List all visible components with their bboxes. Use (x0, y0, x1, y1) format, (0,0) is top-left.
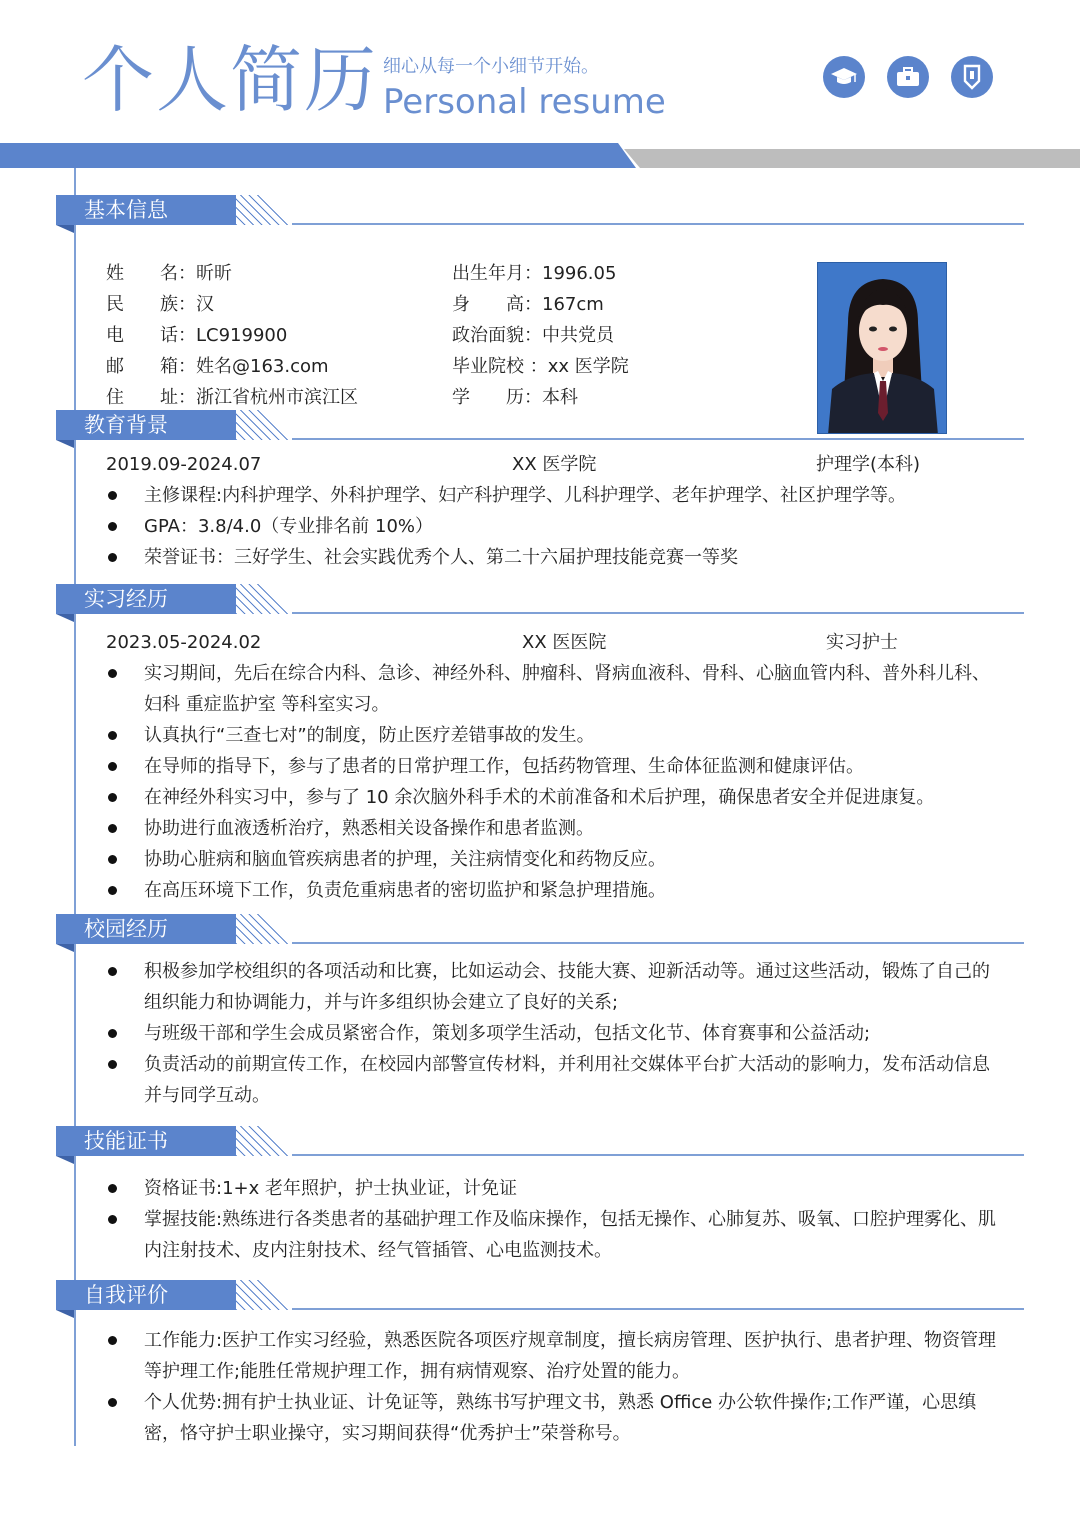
header-band-gray (624, 149, 1080, 168)
education-school: XX 医学院 (512, 454, 597, 475)
timeline-line (74, 168, 76, 1446)
list-item: 在高压环境下工作，负责危重病患者的密切监护和紧急护理措施。 (108, 875, 1008, 906)
list-item: 资格证书:1+x 老年照护，护士执业证，计免证 (108, 1173, 1008, 1204)
info-height: 身 高：167cm (452, 294, 604, 315)
info-birth: 出生年月：1996.05 (452, 263, 617, 284)
section-header-self (56, 1280, 1024, 1310)
section-title: 教育背景 (84, 413, 168, 437)
info-ethnicity: 民 族：汉 (106, 294, 214, 315)
list-item: 掌握技能:熟练进行各类患者的基础护理工作及临床操作，包括无操作、心肺复苏、吸氧、口腔护理雾化、肌内注射技术、皮内注射技术、经气管插管、心电监测技术。 (108, 1204, 1008, 1266)
list-item: 认真执行“三查七对”的制度，防止医疗差错事故的发生。 (108, 720, 1008, 751)
list-item: 个人优势:拥有护士执业证、计免证等，熟练书写护理文书，熟悉 Office 办公软件操作;工作严谨，心思缜密，恪守护士职业操守，实习期间获得“优秀护士”荣誉称号。 (108, 1387, 1008, 1449)
info-email: 邮 箱：姓名@163.com (106, 356, 329, 377)
section-title: 实习经历 (84, 587, 168, 611)
section-header-campus (56, 914, 1024, 944)
list-item: 工作能力:医护工作实习经验，熟悉医院各项医疗规章制度，擅长病房管理、医护执行、患者护理、物资管理等护理工作;能胜任常规护理工作，拥有病情观察、治疗处置的能力。 (108, 1325, 1008, 1387)
list-item: 主修课程:内科护理学、外科护理学、妇产科护理学、儿科护理学、老年护理学、社区护理学等。 (108, 480, 1008, 511)
section-title: 基本信息 (84, 198, 168, 222)
info-political: 政治面貌：中共党员 (452, 325, 614, 346)
list-item: 协助进行血液透析治疗，熟悉相关设备操作和患者监测。 (108, 813, 1008, 844)
education-major: 护理学(本科) (816, 454, 921, 475)
internship-role: 实习护士 (826, 632, 898, 653)
info-school: 毕业院校 ：xx 医学院 (452, 356, 629, 377)
list-item: 与班级干部和学生会成员紧密合作，策划多项学生活动，包括文化节、体育赛事和公益活动; (108, 1018, 1008, 1049)
education-header-row (106, 454, 986, 476)
header-band-blue (0, 143, 636, 168)
section-title: 自我评价 (84, 1283, 168, 1307)
list-item: 荣誉证书：三好学生、社会实践优秀个人、第二十六届护理技能竞赛一等奖 (108, 542, 1008, 573)
info-degree: 学 历：本科 (452, 387, 578, 408)
education-period: 2019.09-2024.07 (106, 454, 262, 475)
list-item: 积极参加学校组织的各项活动和比赛，比如运动会、技能大赛、迎新活动等。通过这些活动，锻炼了自己的组织能力和协调能力，并与许多组织协会建立了良好的关系; (108, 956, 1008, 1018)
section-header-basic (56, 195, 1024, 225)
briefcase-icon (887, 56, 929, 98)
list-item: 协助心脏病和脑血管疾病患者的护理，关注病情变化和药物反应。 (108, 844, 1008, 875)
section-header-education (56, 410, 1024, 440)
english-title: Personal resume (383, 82, 666, 122)
internship-header-row (106, 632, 986, 654)
section-header-skills (56, 1126, 1024, 1156)
list-item: 实习期间，先后在综合内科、急诊、神经外科、肿瘤科、肾病血液科、骨科、心脑血管内科、普外科儿科、妇科 重症监护室 等科室实习。 (108, 658, 1008, 720)
list-item: 在导师的指导下，参与了患者的日常护理工作，包括药物管理、生命体征监测和健康评估。 (108, 751, 1008, 782)
list-item: 负责活动的前期宣传工作，在校园内部警宣传材料，并利用社交媒体平台扩大活动的影响力，发布活动信息并与同学互动。 (108, 1049, 1008, 1111)
internship-period: 2023.05-2024.02 (106, 632, 262, 653)
list-item: GPA：3.8/4.0（专业排名前 10%） (108, 511, 1008, 542)
badge-icon (951, 56, 993, 98)
internship-org: XX 医医院 (522, 632, 607, 653)
list-item: 在神经外科实习中，参与了 10 余次脑外科手术的术前准备和术后护理，确保患者安全并促进康复。 (108, 782, 1008, 813)
info-address: 住 址：浙江省杭州市滨江区 (106, 387, 358, 408)
info-name: 姓 名：昕昕 (106, 263, 232, 284)
graduation-cap-icon (823, 56, 865, 98)
page-title: 个人简历 (82, 38, 379, 122)
section-title: 技能证书 (84, 1129, 168, 1153)
section-header-internship (56, 584, 1024, 614)
section-title: 校园经历 (84, 917, 168, 941)
slogan: 细心从每一个小细节开始。 (383, 56, 599, 77)
profile-photo (817, 262, 947, 434)
info-phone: 电 话：LC919900 (106, 325, 288, 346)
